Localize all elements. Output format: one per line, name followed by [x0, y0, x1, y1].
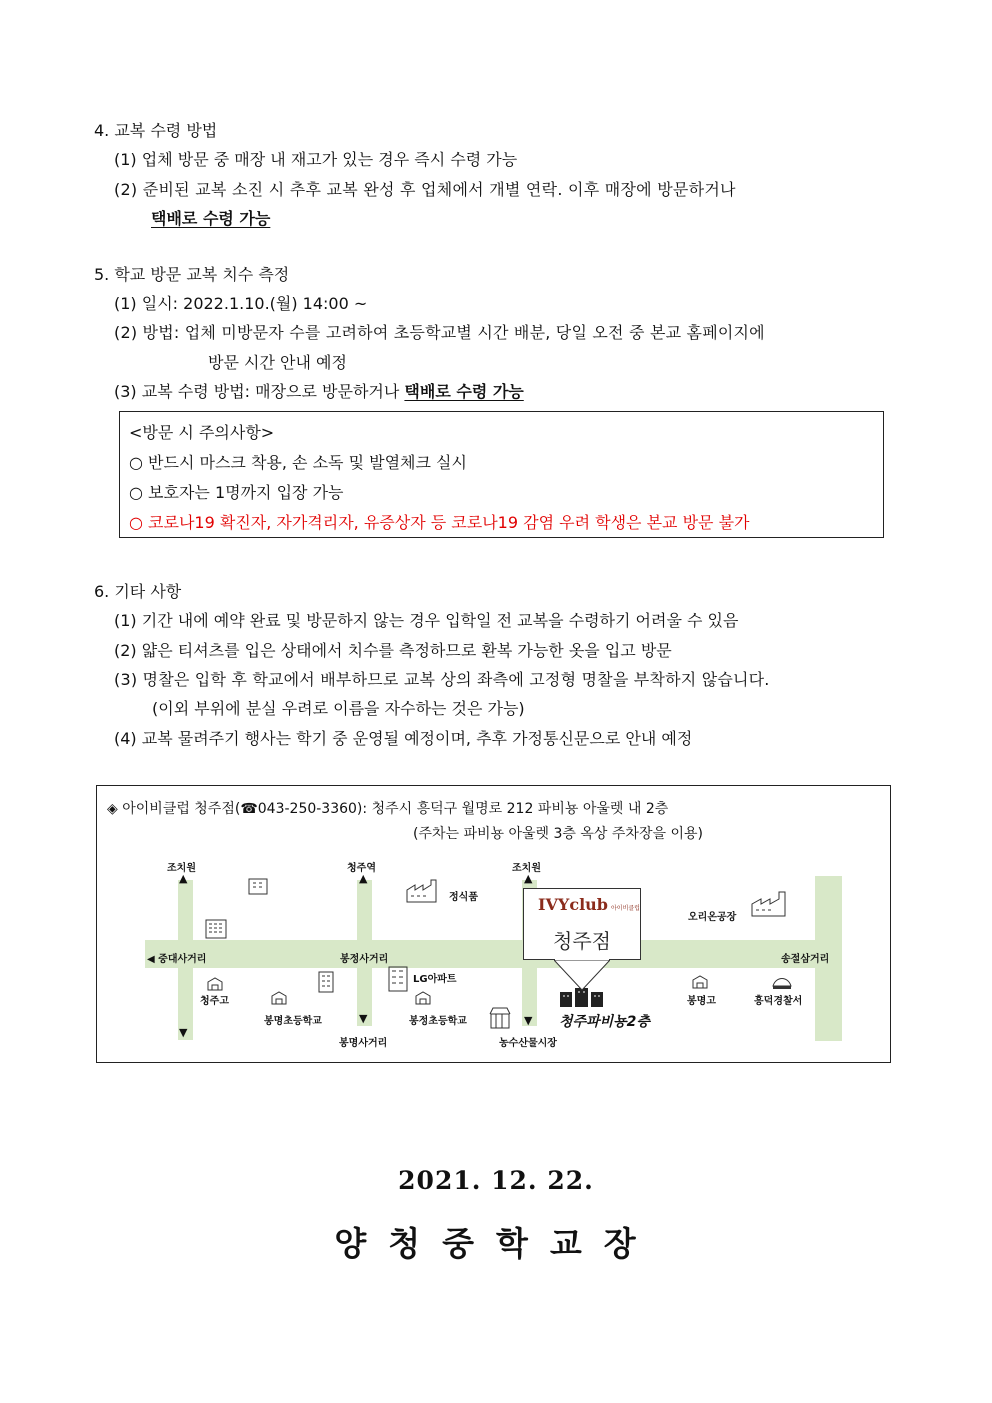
store-pointer-icon [554, 959, 610, 991]
school-icon [691, 974, 709, 990]
map-parking-note: (주차는 파비뇽 아울렛 3층 옥상 주차장을 이용) [413, 826, 703, 842]
arrow-down-icon: ▼ [179, 1026, 188, 1039]
store-callout [523, 888, 641, 960]
label-cheongju-station: 청주역 [347, 863, 376, 874]
notice-title: <방문 시 주의사항> [129, 423, 275, 442]
notice-item-guardian: ○ 보호자는 1명까지 입장 가능 [129, 483, 344, 502]
visit-notice-box [119, 411, 884, 538]
principal-signature: 양청중학교장 [334, 1224, 658, 1263]
label-pavillon: 청주파비뇽2층 [559, 1014, 650, 1030]
arrow-up-icon: ▲ [179, 872, 188, 885]
section5-item1: (1) 일시: 2022.1.10.(월) 14:00 ~ [114, 294, 368, 313]
building-icon [247, 875, 269, 895]
section6-item4: (4) 교복 물려주기 행사는 학기 중 운영될 예정이며, 추후 가정통신문으로 안내 예정 [114, 729, 693, 748]
section5-item3-emph: 택배로 수령 가능 [404, 382, 524, 401]
section5-item2-cont: 방문 시간 안내 예정 [208, 353, 347, 372]
label-jeongsikpum: 정식품 [449, 892, 478, 903]
section5-item3-prefix: (3) 교복 수령 방법: 매장으로 방문하거나 [114, 382, 405, 401]
label-jochiwon-1: 조치원 [167, 863, 196, 874]
label-police: 흥덕경찰서 [754, 996, 803, 1007]
section4-item1: (1) 업체 방문 중 매장 내 재고가 있는 경우 즉시 수령 가능 [114, 150, 518, 169]
notice-item-mask: ○ 반드시 마스크 착용, 손 소독 및 발열체크 실시 [129, 453, 467, 472]
section5-title: 5. 학교 방문 교복 치수 측정 [94, 265, 290, 284]
label-songjeol: 송절삼거리 [781, 954, 830, 965]
section4-item2-cont: 택배로 수령 가능 [151, 209, 271, 228]
section6-item3: (3) 명찰은 입학 후 학교에서 배부하므로 교복 상의 좌측에 고정형 명찰을 부착하지 않습니다. [114, 670, 770, 689]
school-icon [270, 990, 288, 1006]
store-brand: IVYclub [538, 895, 608, 914]
section4-title: 4. 교복 수령 방법 [94, 121, 218, 140]
label-market: 농수산물시장 [499, 1038, 557, 1049]
label-jochiwon-2: 조치원 [512, 863, 541, 874]
apartment-icon [316, 970, 336, 994]
label-lg-apt: LG아파트 [413, 974, 457, 985]
main-road [145, 940, 815, 968]
section6-title: 6. 기타 사항 [94, 582, 182, 601]
label-bongmyeong-elem: 봉명초등학교 [264, 1016, 322, 1027]
market-icon [488, 1006, 512, 1030]
section6-item3-cont: (이외 부위에 분실 우려로 이름을 자수하는 것은 가능) [152, 699, 525, 718]
label-jungdae: ◀ 중대사거리 [147, 954, 207, 965]
apartment-icon [387, 965, 409, 993]
school-icon [206, 976, 224, 992]
section6-item1: (1) 기간 내에 예약 완료 및 방문하지 않는 경우 입학일 전 교복을 수령하기 어려울 수 있음 [114, 611, 739, 630]
factory-icon [750, 890, 788, 918]
section5-item3 [114, 379, 524, 402]
school-icon [414, 990, 432, 1006]
section4-item2: (2) 준비된 교복 소진 시 추후 교복 완성 후 업체에서 개별 연락. 이후 매장에 방문하거나 [114, 180, 736, 199]
label-cheongju-high: 청주고 [200, 996, 229, 1007]
label-bongjeong-elem: 봉정초등학교 [409, 1016, 467, 1027]
factory-icon [405, 878, 439, 904]
police-cap-icon [771, 974, 793, 990]
arrow-down-icon: ▼ [359, 1012, 368, 1025]
section5-item2: (2) 방법: 업체 미방문자 수를 고려하여 초등학교별 시간 배분, 당일 오전 중 본교 홈페이지에 [114, 323, 765, 342]
label-bongmyeong-cross: 봉명사거리 [339, 1038, 388, 1049]
store-brand-sub: 아이비클럽 [611, 905, 640, 912]
label-bongmyeong-high: 봉명고 [687, 996, 716, 1007]
map-address: ◈ 아이비클럽 청주점(☎043-250-3360): 청주시 흥덕구 월명로 212 파비뇽 아울렛 내 2층 [107, 801, 669, 817]
arrow-down-icon: ▼ [524, 1014, 533, 1027]
apartment-icon [204, 918, 228, 940]
notice-item-covid: ○ 코로나19 확진자, 자가격리자, 유증상자 등 코로나19 감염 우려 학생은 본교 방문 불가 [129, 513, 750, 532]
arrow-up-icon: ▲ [524, 872, 533, 885]
label-bongjeong: 봉정사거리 [340, 954, 389, 965]
section6-item2: (2) 얇은 티셔츠를 입은 상태에서 치수를 측정하므로 환복 가능한 옷을 입고 방문 [114, 641, 672, 660]
arrow-up-icon: ▲ [359, 872, 368, 885]
document-date: 2021. 12. 22. [398, 1166, 594, 1195]
label-orion: 오리온공장 [688, 912, 737, 923]
store-name: 청주점 [553, 929, 611, 953]
